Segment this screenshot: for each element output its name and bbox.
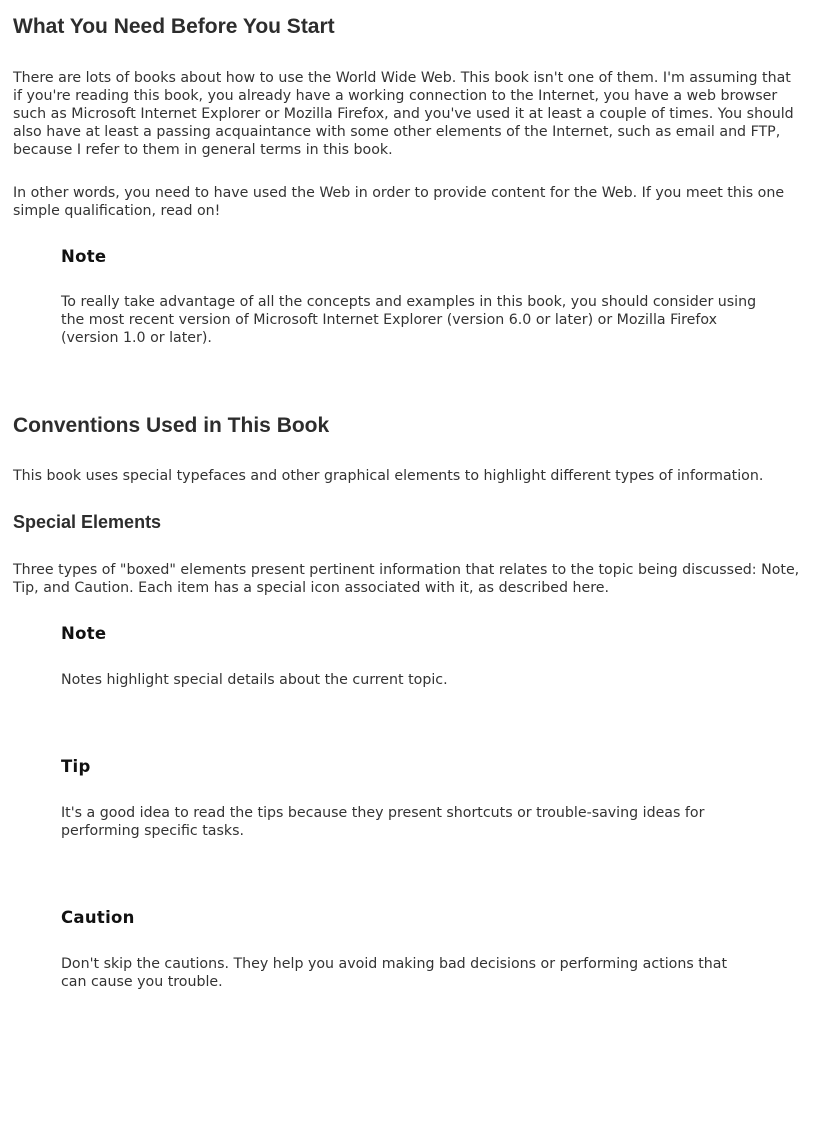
conventions-intro: This book uses special typefaces and other graphical elements to highlight different types of information. xyxy=(13,468,764,484)
special-elements-paragraph: Three types of "boxed" elements present pertinent information that relates to the topic being discussed: Note, Tip, and Caution. Each item has a special icon associated with it, as described here. xyxy=(13,562,800,596)
tip-title: Tip xyxy=(61,757,91,776)
intro-paragraph: There are lots of books about how to use the World Wide Web. This book isn't one of them. I'm assuming that if you're reading this book, you already have a working connection to the Internet, you have a web browser such as Microsoft Internet Explorer or Mozilla Firefox, and you've used it at least a couple of times. You should also have at least a passing acquaintance with some other elements of the Internet, such as email and FTP, because I refer to them in general terms in this book. xyxy=(13,70,794,158)
note-title: Note xyxy=(61,624,107,643)
tip-text: It's a good idea to read the tips because they present shortcuts or trouble-saving ideas for performing specific tasks. xyxy=(61,805,705,839)
qualification-paragraph: In other words, you need to have used the Web in order to provide content for the Web. If you meet this one simple qualification, read on! xyxy=(13,185,785,219)
subheading-special-elements: Special Elements xyxy=(13,512,162,532)
note-text: Notes highlight special details about the current topic. xyxy=(61,672,448,688)
caution-title: Caution xyxy=(61,908,135,927)
note-title: Note xyxy=(61,247,107,266)
note-text: To really take advantage of all the concepts and examples in this book, you should consider using the most recent version of Microsoft Internet Explorer (version 6.0 or later) or Mozilla Firefox (version 1.0 or later). xyxy=(61,294,757,346)
section-heading-conventions: Conventions Used in This Book xyxy=(13,414,330,437)
section-heading-before-you-start: What You Need Before You Start xyxy=(13,15,335,38)
caution-text: Don't skip the cautions. They help you avoid making bad decisions or performing actions that can cause you trouble. xyxy=(61,956,728,990)
